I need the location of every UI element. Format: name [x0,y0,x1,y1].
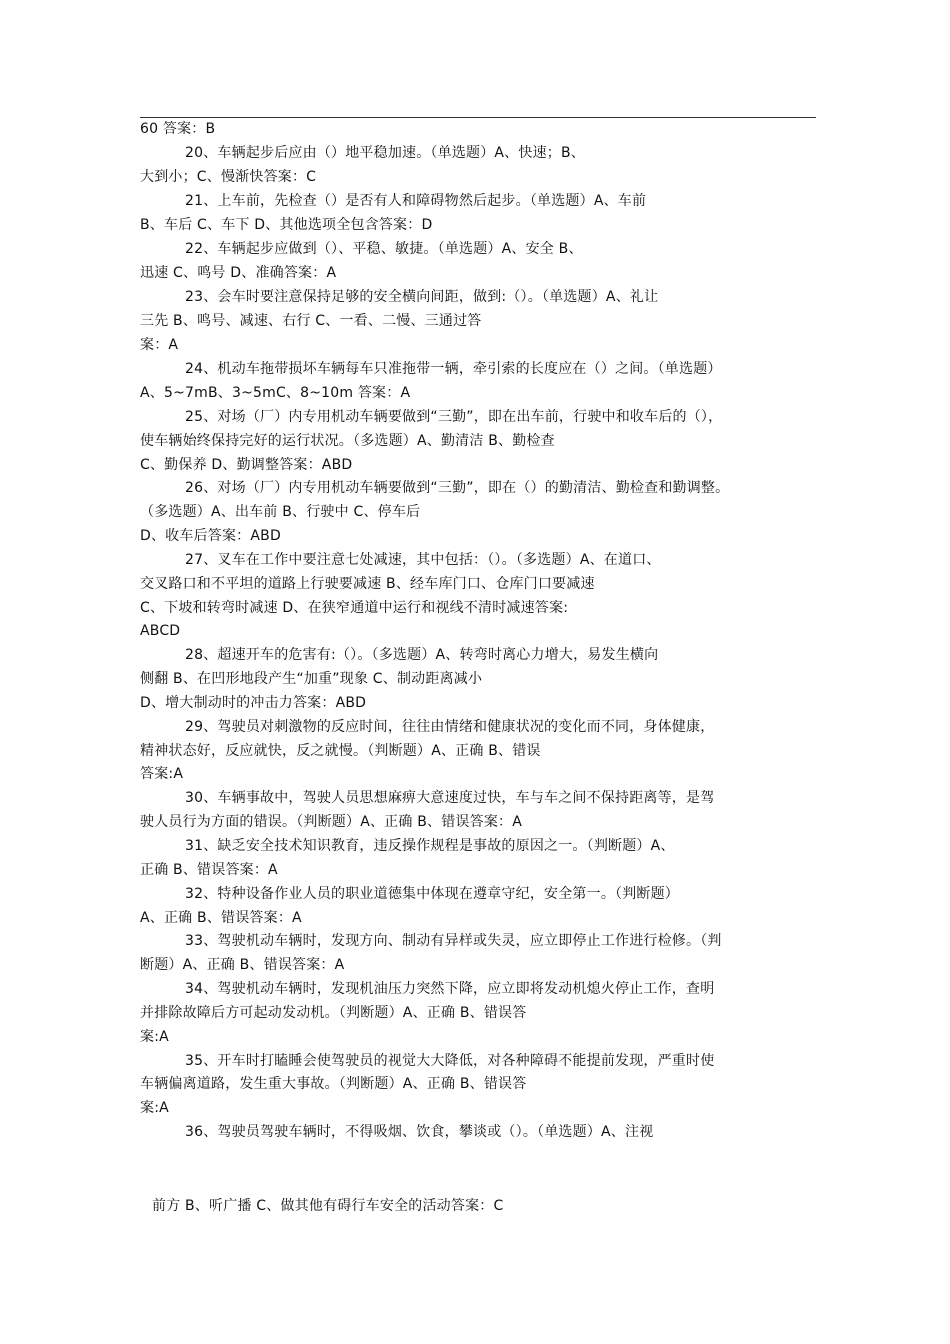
text-line: 20、车辆起步后应由（）地平稳加速。（单选题）A、快速；B、 [185,145,585,161]
text-line: A、5~7mB、3~5mC、8~10m 答案：A [140,385,411,401]
text-line: 驶人员行为方面的错误。（判断题）A、正确 B、错误答案：A [140,814,523,830]
text-line: 正确 B、错误答案：A [140,862,278,878]
footer-line: 前方 B、听广播 C、做其他有碍行车安全的活动答案：C [152,1198,504,1214]
text-line: 21、上车前，先检查（）是否有人和障碍物然后起步。（单选题）A、车前 [185,193,647,209]
text-line: 35、开车时打瞌睡会使驾驶员的视觉大大降低，对各种障碍不能提前发现，严重时使 [185,1053,715,1069]
text-line: 22、车辆起步应做到（）、平稳、敏捷。（单选题）A、安全 B、 [185,241,583,257]
text-line: C、下坡和转弯时减速 D、在狭窄通道中运行和视线不清时减速答案: [140,600,569,616]
text-line: 36、驾驶员驾驶车辆时，不得吸烟、饮食，攀谈或（）。（单选题）A、注视 [185,1124,654,1140]
text-line: B、车后 C、车下 D、其他选项全包含答案：D [140,217,433,233]
header-rule [140,117,816,118]
text-line: 26、对场（厂）内专用机动车辆要做到“三勤”，即在（）的勤清洁、勤检查和勤调整。 [185,480,730,496]
text-line: D、收车后答案：ABD [140,528,281,544]
text-line: 答案:A [140,766,184,782]
text-line: 案:A [140,1029,169,1045]
text-line: 29、驾驶员对刺激物的反应时间，往往由情绪和健康状况的变化而不同，身体健康， [185,719,715,735]
text-line: A、正确 B、错误答案：A [140,910,302,926]
text-line: 断题）A、正确 B、错误答案：A [140,957,345,973]
text-line: C、勤保养 D、勤调整答案：ABD [140,457,353,473]
text-line: 交叉路口和不平坦的道路上行驶要减速 B、经车库门口、仓库门口要减速 [140,576,595,592]
text-line: 33、驾驶机动车辆时，发现方向、制动有异样或失灵，应立即停止工作进行检修。（判 [185,933,722,949]
text-line: 大到小；C、慢渐快答案：C [140,169,317,185]
text-line: 28、超速开车的危害有:（）。（多选题）A、转弯时离心力增大，易发生横向 [185,647,659,663]
text-line: ABCD [140,623,181,639]
text-line: 31、缺乏安全技术知识教育，违反操作规程是事故的原因之一。（判断题）A、 [185,838,675,854]
text-line: 24、机动车拖带损坏车辆每车只准拖带一辆，牵引索的长度应在（）之间。（单选题） [185,361,722,377]
text-line: （多选题）A、出车前 B、行驶中 C、停车后 [140,504,421,520]
text-line: 案：A [140,337,179,353]
text-line: 30、车辆事故中，驾驶人员思想麻痹大意速度过快，车与车之间不保持距离等，是驾 [185,790,715,806]
text-line: 精神状态好，反应就快，反之就慢。（判断题）A、正确 B、错误 [140,743,541,759]
text-line: 23、会车时要注意保持足够的安全横向间距，做到:（）。（单选题）A、礼让 [185,289,659,305]
text-line: 侧翻 B、在凹形地段产生“加重”现象 C、制动距离减小 [140,671,483,687]
text-line: 三先 B、鸣号、减速、右行 C、一看、二慢、三通过答 [140,313,482,329]
text-line: D、增大制动时的冲击力答案：ABD [140,695,367,711]
text-line: 迅速 C、鸣号 D、准确答案：A [140,265,337,281]
text-line: 60 答案：B [140,121,216,137]
text-line: 25、对场（厂）内专用机动车辆要做到“三勤”，即在出车前，行驶中和收车后的（）， [185,409,723,425]
text-line: 案:A [140,1100,169,1116]
text-line: 使车辆始终保持完好的运行状况。（多选题）A、勤清洁 B、勤检查 [140,433,555,449]
text-line: 34、驾驶机动车辆时，发现机油压力突然下降，应立即将发动机熄火停止工作，查明 [185,981,715,997]
text-line: 并排除故障后方可起动发动机。（判断题）A、正确 B、错误答 [140,1005,527,1021]
text-line: 27、叉车在工作中要注意七处减速，其中包括：（）。（多选题）A、在道口、 [185,552,661,568]
text-line: 32、特种设备作业人员的职业道德集中体现在遵章守纪，安全第一。（判断题） [185,886,680,902]
text-line: 车辆偏离道路，发生重大事故。（判断题）A、正确 B、错误答 [140,1076,527,1092]
